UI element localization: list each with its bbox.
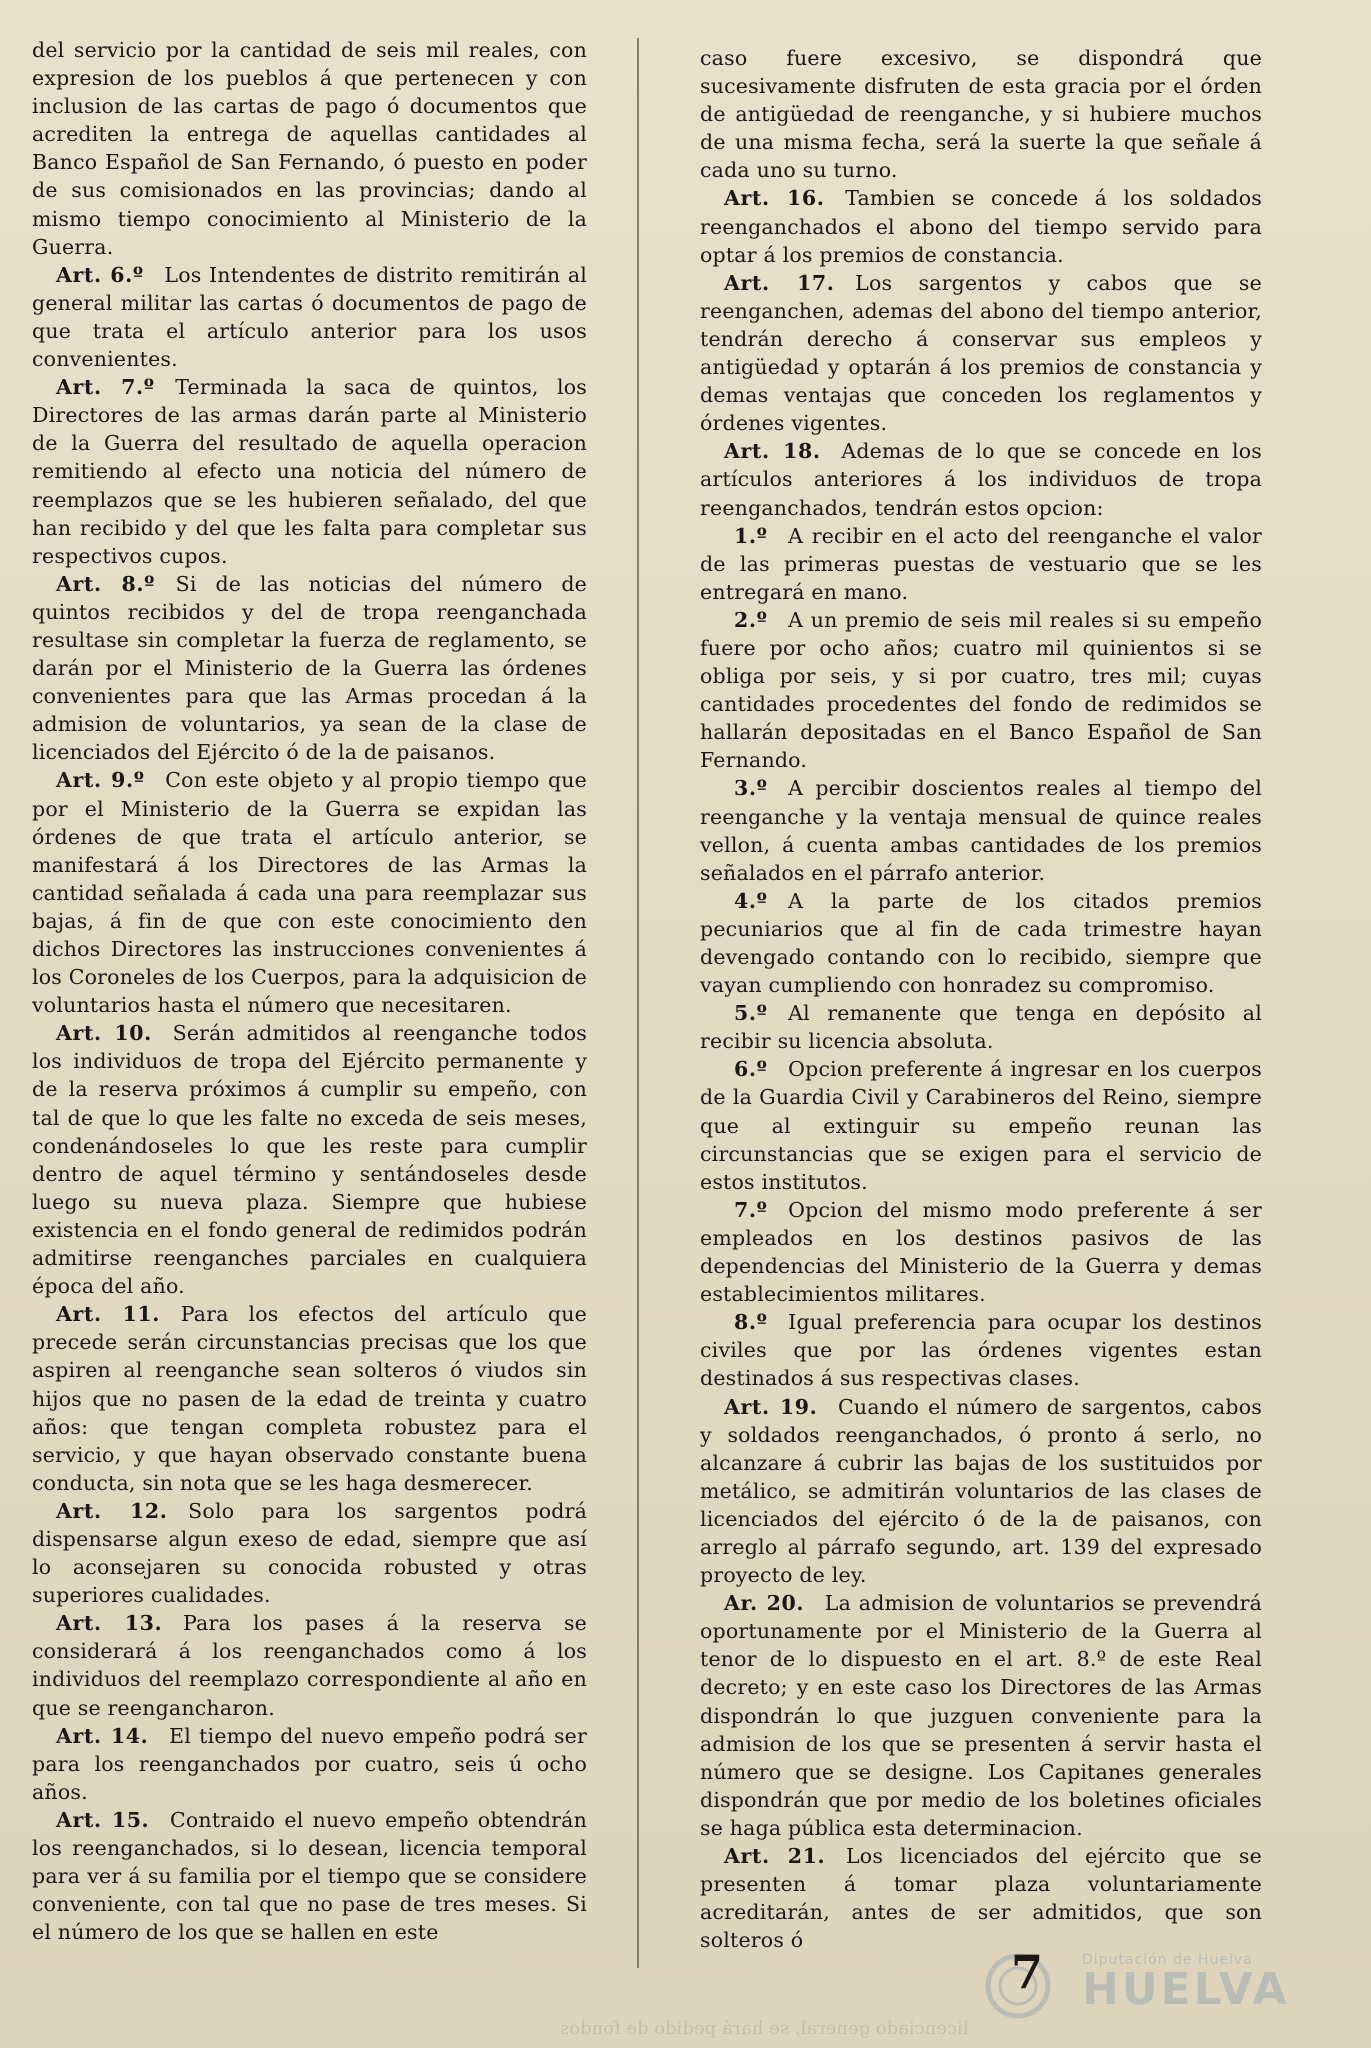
article-text: Los Intendentes de distrito remitirán al general militar las cartas ó documentos de pago de que trata el artículo anterior para los usos convenientes. [32,262,587,372]
article-paragraph [700,269,1262,438]
article-number: Art. 19. [724,1394,818,1419]
article-paragraph [32,766,587,1019]
left-text-column [32,36,587,1946]
article-text: Igual preferencia para ocupar los destinos civiles que por las órdenes vigentes estan destinados á sus respectivas clases. [700,1310,1262,1391]
article-text: A la parte de los citados premios pecuniarios que al fin de cada trimestre hayan devengado contando con lo recibido, siempre que vayan cumpliendo con honradez su compromiso. [700,888,1262,998]
article-text: Tambien se concede á los soldados reenganchados el abono del tiempo servido para optar á los premios de constancia. [700,186,1262,267]
article-paragraph [700,1308,1262,1392]
article-paragraph [32,1806,587,1946]
article-text: Cuando el número de sargentos, cabos y soldados reenganchados, ó pronto á serlo, no alcanzare á cubrir las bajas de los sustituidos por metálico, se admitirán voluntarios de las clases de licenciados del ejército ó de la de paisanos, con arreglo al párrafo segundo, art. 139 del expresado proyecto de ley. [700,1394,1262,1588]
article-text: Si de las noticias del número de quintos recibidos y del de tropa reenganchada resultase sin completar la fuerza de reglamento, se darán por el Ministerio de la Guerra las órdenes convenientes para que las Armas procedan á la admision de voluntarios, ya sean de la clase de licenciados del Ejército ó de la de paisanos. [32,571,587,765]
article-paragraph [32,1722,587,1806]
article-paragraph [700,887,1262,999]
article-number: Art. 14. [56,1723,149,1748]
article-text: del servicio por la cantidad de seis mil reales, con expresion de los pueblos á que pertenecen y con inclusion de las cartas de pago ó documentos que acrediten la entrega de aquellas cantidades al Banco Español de San Fernando, ó puesto en poder de sus comisionados en las provincias; dando al mismo tiempo conocimiento al Ministerio de la Guerra. [32,38,587,259]
article-text: Para los pases á la reserva se considerará á los reenganchados como á los individuos del reemplazo correspondiente al año en que se reengancharon. [32,1611,587,1720]
article-paragraph [32,1497,587,1609]
article-paragraph [32,570,587,767]
continuation-paragraph [700,44,1262,184]
article-text: caso fuere excesivo, se dispondrá que sucesivamente disfruten de esta gracia por el órden de antigüedad de reenganche, y si hubiere muchos de una misma fecha, será la suerte la que señale á cada uno su turno. [700,46,1262,183]
article-number: 2.º [734,607,768,632]
article-text: Opcion del mismo modo preferente á ser empleados en los destinos pasivos de las dependencias del Ministerio de la Guerra y demas establecimientos militares. [700,1197,1262,1307]
article-paragraph [700,1393,1262,1590]
article-text: Contraido el nuevo empeño obtendrán los reenganchados, si lo desean, licencia temporal para ver á su familia por el tiempo que se considere conveniente, con tal que no pase de tres meses. Si el número de los que se hallen en este [32,1807,587,1945]
article-text: El tiempo del nuevo empeño podrá ser para los reenganchados por cuatro, seis ú ocho años. [32,1723,587,1804]
article-text: Para los efectos del artículo que precede serán circunstancias precisas que los que aspiren al reenganche sean solteros ó viudos sin hijos que no pasen de la edad de treinta y cuatro años: que tengan completa robustez para el servicio, y que hayan observado constante buena conducta, sin nota que se les haga desmerecer. [32,1302,587,1495]
column-divider [637,38,639,1968]
article-text: Los sargentos y cabos que se reenganchen, ademas del abono del tiempo anterior, tendrán derecho á conservar sus empleos y antigüedad y optarán á los premios de constancia y demas ventajas que conceden los reglamentos y órdenes vigentes. [700,270,1262,436]
article-paragraph [32,1609,587,1721]
article-number: 5.º [734,1001,768,1026]
article-text: Ademas de lo que se concede en los artículos anteriores á los individuos de tropa reenganchados, tendrán estos opcion: [700,439,1262,520]
article-number: 6.º [734,1057,768,1082]
article-text: Terminada la saca de quintos, los Directores de las armas darán parte al Ministerio de la Guerra del resultado de aquella operacion remitiendo al efecto una noticia del número de reemplazos que se les hubieren señalado, del que han recibido y del que les falta para completar sus respectivos cupos. [32,375,587,568]
article-number: Art. 21. [724,1844,826,1868]
article-text: Con este objeto y al propio tiempo que por el Ministerio de la Guerra se expidan las órdenes de que trata el artículo anterior, se manifestará á los Directores de las Armas la cantidad señalada á cada una para reemplazar sus bajas, á fin de que con este conocimiento den dichos Directores las instrucciones convenientes á los Coroneles de los Cuerpos, para la adquisicion de voluntarios hasta el número que necesitaren. [32,768,588,1018]
article-text: A un premio de seis mil reales si su empeño fuere por ocho años; cuatro mil quinientos si se obliga por seis, y si por cuatro, tres mil; cuyas cantidades procedentes del fondo de redimidos se hallarán depositadas en el Banco Español de San Fernando. [700,607,1262,773]
article-number: Art. 7.º [56,375,155,400]
article-number: Ar. 20. [724,1591,805,1616]
article-paragraph [32,1019,587,1300]
article-paragraph [700,1842,1262,1954]
bleed-through-text: licenciado general, se hará pedido de fondos [560,2018,969,2039]
article-number: 7.º [734,1197,768,1222]
right-text-column [700,44,1262,1954]
article-text: A recibir en el acto del reenganche el valor de las primeras puestas de vestuario que se les entregará en mano. [700,523,1262,604]
article-number: 3.º [734,776,768,801]
article-text: Los licenciados del ejército que se presenten á tomar plaza voluntariamente acreditarán, antes de ser admitidos, que son solteros ó [700,1844,1262,1953]
article-number: Art. 17. [724,270,835,295]
article-number: 1.º [734,523,768,548]
article-text: A percibir doscientos reales al tiempo del reenganche y la ventaja mensual de quince reales vellon, á cuenta ambas cantidades de los premios señalados en el párrafo anterior. [700,776,1262,885]
article-paragraph [700,999,1262,1055]
article-text: Opcion preferente á ingresar en los cuerpos de la Guardia Civil y Carabineros del Reino, siempre que al extinguir su empeño reunan las circunstancias que se exigen para el servicio de estos institutos. [700,1057,1262,1194]
watermark-caption: Diputación de Huelva [1082,1952,1253,1968]
article-paragraph [32,373,587,570]
article-paragraph [700,184,1262,268]
article-text: Solo para los sargentos podrá dispensarse algun exeso de edad, siempre que así lo aconsejaren su conocida robusted y otras superiores cualidades. [32,1498,587,1608]
article-text: Serán admitidos al reenganche todos los individuos de tropa del Ejército permanente y de la reserva próximos á cumplir su empeño, con tal de que lo que les falte no exceda de seis meses, condenándoseles lo que les reste para cumplir dentro de aquel término y sentándoseles desde luego su nueva plaza. Siempre que hubiese existencia en el fondo general de redimidos podrán admitirse reenganches parciales en cualquiera época del año. [32,1021,588,1299]
article-paragraph [700,606,1262,775]
article-number: Art. 8.º [56,571,155,596]
article-number: Art. 12. [56,1498,168,1523]
article-number: Art. 18. [724,439,821,464]
article-text: La admision de voluntarios se prevendrá oportunamente por el Ministerio de la Guerra al tenor de lo dispuesto en el art. 8.º de este Real decreto; y en este caso los Directores de las Armas dispondrán lo que juzguen conveniente para la admision de los que se presenten á servir hasta el número que se designe. Los Capitanes generales dispondrán que por medio de los boletines oficiales se haga pública esta determinacion. [700,1591,1262,1840]
article-paragraph [32,261,587,373]
article-number: Art. 13. [56,1611,163,1636]
continuation-paragraph [32,36,587,261]
article-paragraph [700,1589,1262,1842]
article-paragraph [32,1300,587,1497]
article-number: Art. 11. [56,1302,161,1327]
article-text: Al remanente que tenga en depósito al recibir su licencia absoluta. [700,1001,1262,1054]
article-number: Art. 16. [724,186,825,211]
page-number: 7 [1011,1945,1044,1999]
article-paragraph [700,1055,1262,1195]
article-number: 4.º [734,888,768,913]
article-number: Art. 6.º [56,262,144,287]
article-number: Art. 10. [56,1021,152,1046]
watermark-title: HUELVA [1082,1964,1290,2015]
article-number: Art. 9.º [56,768,145,793]
article-paragraph [700,774,1262,886]
article-paragraph [700,1196,1262,1308]
article-number: 8.º [734,1310,768,1335]
article-paragraph [700,522,1262,606]
article-paragraph [700,437,1262,521]
article-number: Art. 15. [56,1807,150,1832]
